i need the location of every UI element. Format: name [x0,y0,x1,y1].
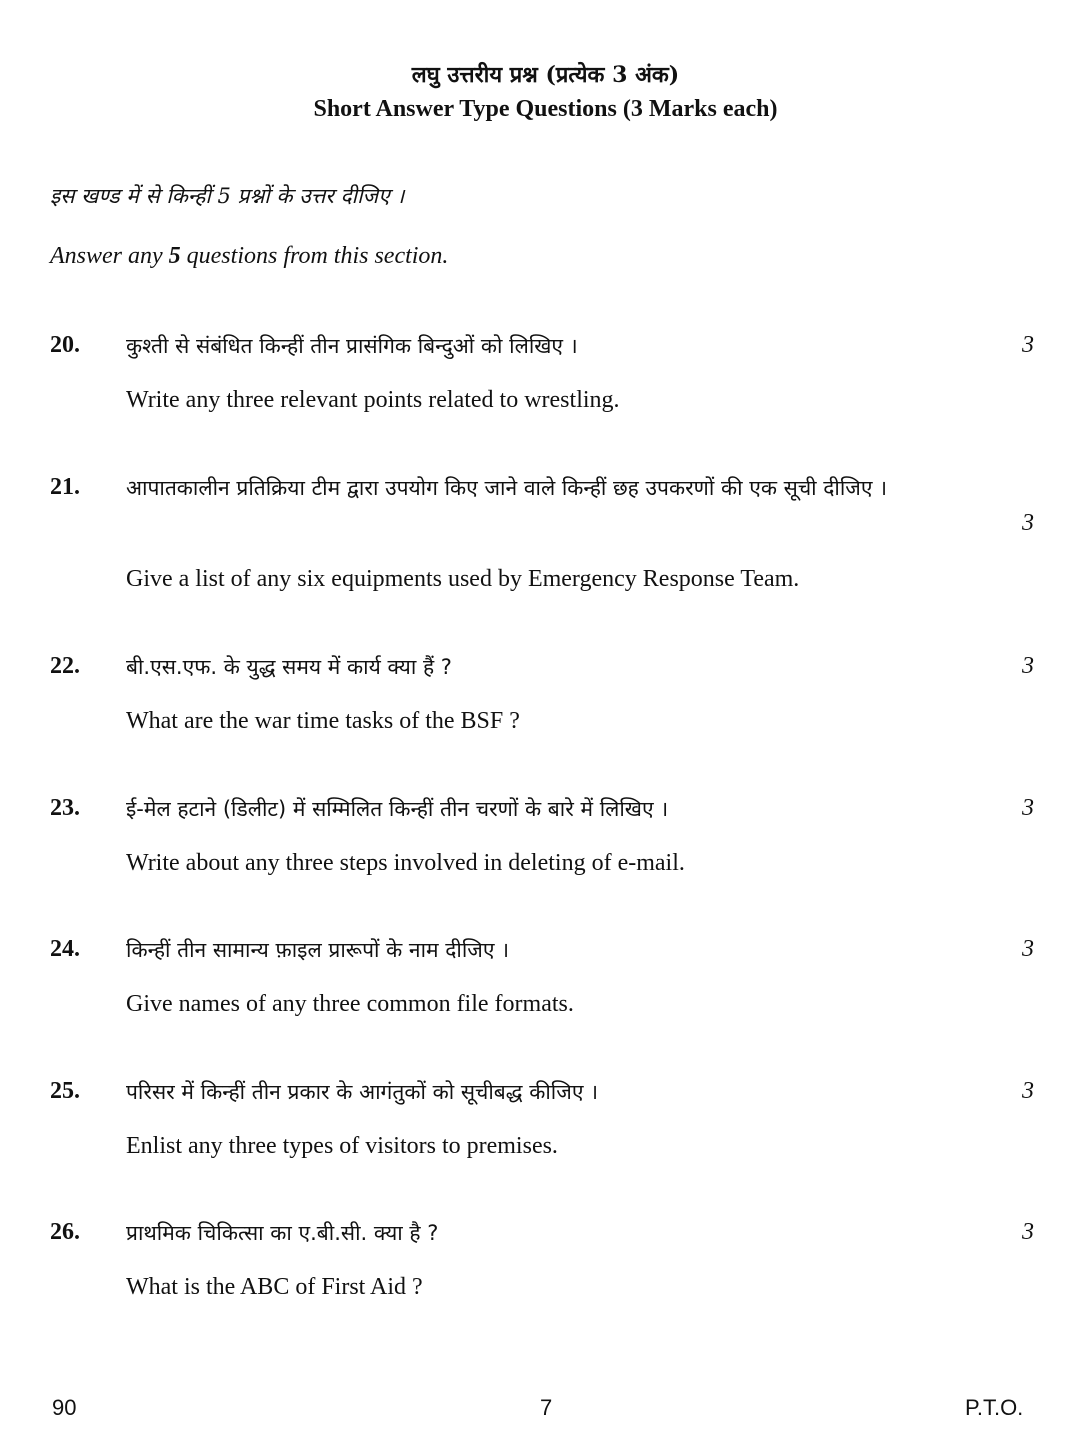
section-title-hindi: लघु उत्तरीय प्रश्न (प्रत्येक 3 अंक) [411,62,680,88]
question-text-hindi: आपातकालीन प्रतिक्रिया टीम द्वारा उपयोग किए जाने वाले किन्हीं छह उपकरणों की एक सूची दीजिए । [126,476,888,500]
section-header [0,58,1091,126]
instruction-hindi: इस खण्ड में से किन्हीं 5 प्रश्नों के उत्तर दीजिए । [50,184,405,208]
question-number: 26. [50,1219,80,1245]
section-title-english: Short Answer Type Questions (3 Marks each) [313,96,778,122]
instruction-suffix: questions from this section. [186,243,449,269]
footer-pto: P.T.O. [965,1395,1024,1420]
question-number: 23. [50,795,80,821]
question-text-hindi: किन्हीं तीन सामान्य फ़ाइल प्रारूपों के नाम दीजिए । [126,938,510,962]
footer-code: 90 [52,1395,77,1420]
footer-page-number: 7 [540,1395,553,1420]
question-text-hindi: कुश्ती से संबंधित किन्हीं तीन प्रासंगिक बिन्दुओं को लिखिए । [126,334,578,358]
question-marks: 3 [1022,1078,1034,1104]
question-number: 22. [50,653,80,679]
instruction-english [50,243,448,270]
question-number: 21. [50,474,80,500]
question-text-english: Write any three relevant points related to wrestling. [126,387,620,413]
question-text-english: What is the ABC of First Aid ? [126,1274,423,1300]
question-marks: 3 [1022,936,1034,962]
question-number: 24. [50,936,80,962]
instruction-count: 5 [168,243,181,269]
question-marks: 3 [1022,795,1034,821]
question-text-hindi: ई-मेल हटाने (डिलीट) में सम्मिलित किन्हीं तीन चरणों के बारे में लिखिए । [126,797,669,821]
question-marks: 3 [1022,510,1034,536]
question-number: 20. [50,332,80,358]
question-text-english: Write about any three steps involved in deleting of e-mail. [126,850,685,876]
instruction-prefix: Answer any [50,243,163,269]
question-marks: 3 [1022,653,1034,679]
question-marks: 3 [1022,1219,1034,1245]
question-text-hindi: प्राथमिक चिकित्सा का ए.बी.सी. क्या है ? [126,1221,439,1245]
question-text-english: Enlist any three types of visitors to premises. [126,1133,558,1159]
question-text-english: Give a list of any six equipments used by Emergency Response Team. [126,566,800,592]
question-text-english: What are the war time tasks of the BSF ? [126,708,520,734]
question-text-hindi: बी.एस.एफ. के युद्ध समय में कार्य क्या हैं ? [126,655,452,679]
question-text-english: Give names of any three common file formats. [126,991,574,1017]
question-text-hindi: परिसर में किन्हीं तीन प्रकार के आगंतुकों को सूचीबद्ध कीजिए । [126,1080,599,1104]
question-marks: 3 [1022,332,1034,358]
question-number: 25. [50,1078,80,1104]
